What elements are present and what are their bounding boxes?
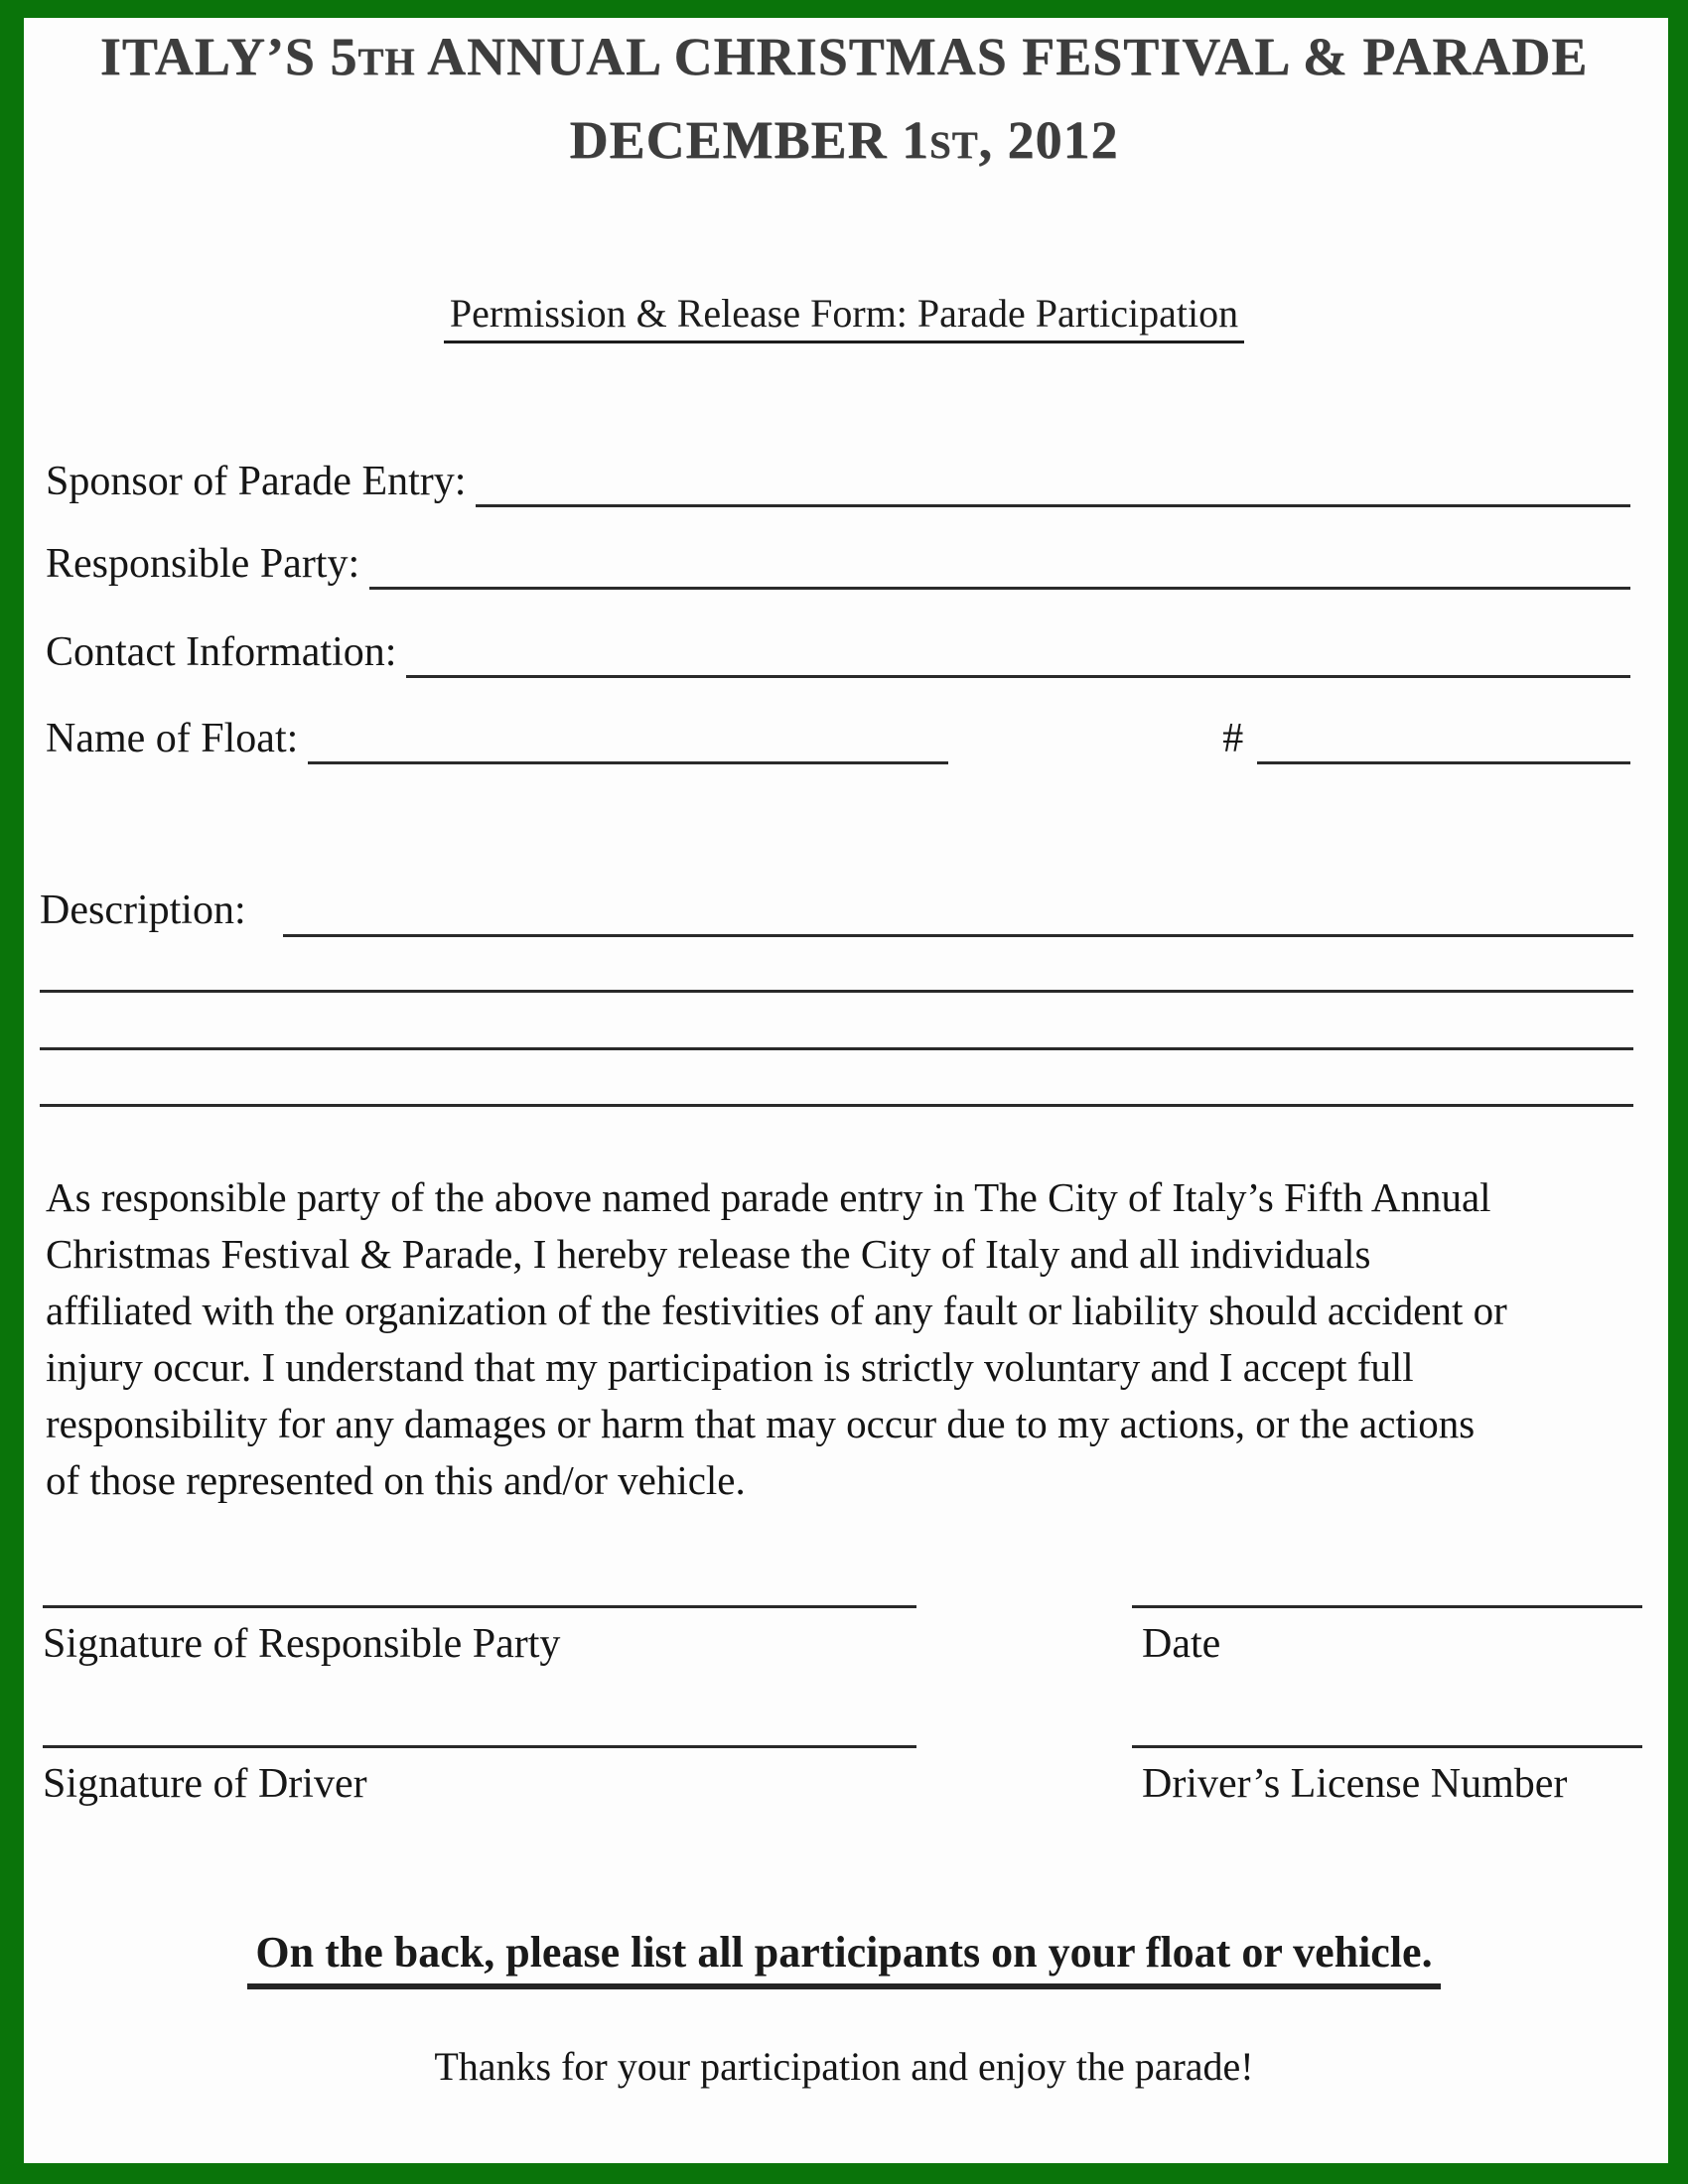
form-date-line bbox=[0, 111, 1688, 175]
form-date-ordinal: ST bbox=[928, 124, 979, 167]
release-line: Christmas Festival & Parade, I hereby release the City of Italy and all individuals bbox=[46, 1231, 1371, 1277]
release-line: As responsible party of the above named parade entry in The City of Italy’s Fifth Annual bbox=[46, 1174, 1491, 1220]
date-label: Date bbox=[1142, 1621, 1221, 1667]
license-number-label: Driver’s License Number bbox=[1142, 1761, 1568, 1807]
signature-responsible-line bbox=[43, 1605, 916, 1608]
float-name-blank-line bbox=[308, 761, 948, 764]
signature-responsible-label: Signature of Responsible Party bbox=[43, 1621, 561, 1667]
signature-driver-line bbox=[43, 1745, 916, 1748]
signature-driver-label: Signature of Driver bbox=[43, 1761, 367, 1807]
description-blank-line-1 bbox=[283, 934, 1633, 937]
form-date-text-rest: , 2012 bbox=[978, 110, 1119, 170]
description-blank-line-4 bbox=[40, 1104, 1633, 1107]
back-note-row bbox=[0, 1927, 1688, 1989]
thanks-note: Thanks for your participation and enjoy the parade! bbox=[434, 2044, 1254, 2089]
release-line: injury occur. I understand that my participation is strictly voluntary and I accept full bbox=[46, 1344, 1414, 1390]
float-name-label: Name of Float: bbox=[46, 716, 299, 761]
release-line: responsibility for any damages or harm that may occur due to my actions, or the actions bbox=[46, 1401, 1476, 1446]
sponsor-field-row bbox=[46, 452, 1630, 507]
description-blank-line-2 bbox=[40, 990, 1633, 993]
form-title bbox=[0, 28, 1688, 91]
release-paragraph bbox=[46, 1169, 1644, 1509]
float-number-blank-line bbox=[1257, 761, 1630, 764]
form-title-text: ITALY’S 5 bbox=[99, 27, 358, 86]
description-label: Description: bbox=[40, 887, 246, 933]
responsible-party-label: Responsible Party: bbox=[46, 541, 360, 587]
sponsor-label: Sponsor of Parade Entry: bbox=[46, 459, 467, 504]
form-date-text: DECEMBER 1 bbox=[569, 110, 929, 170]
description-blank-line-3 bbox=[40, 1047, 1633, 1050]
form-title-text-rest: ANNUAL CHRISTMAS FESTIVAL & PARADE bbox=[415, 27, 1589, 86]
date-line bbox=[1132, 1605, 1642, 1608]
sponsor-blank-line bbox=[476, 504, 1630, 507]
contact-info-blank-line bbox=[406, 675, 1630, 678]
license-number-line bbox=[1132, 1745, 1642, 1748]
subtitle-row bbox=[0, 290, 1688, 343]
release-line: affiliated with the organization of the festivities of any fault or liability should accident or bbox=[46, 1288, 1507, 1333]
thanks-row bbox=[0, 2043, 1688, 2090]
form-subtitle: Permission & Release Form: Parade Participation bbox=[444, 290, 1244, 343]
back-note: On the back, please list all participants on your float or vehicle. bbox=[247, 1927, 1440, 1989]
float-name-field-row bbox=[46, 709, 1630, 764]
responsible-field-row bbox=[46, 534, 1630, 590]
contact-info-label: Contact Information: bbox=[46, 629, 397, 675]
form-title-ordinal: TH bbox=[357, 41, 416, 83]
contact-field-row bbox=[46, 622, 1630, 678]
float-number-prefix: # bbox=[1222, 716, 1244, 761]
responsible-party-blank-line bbox=[369, 587, 1630, 590]
release-line: of those represented on this and/or vehicle. bbox=[46, 1457, 746, 1503]
